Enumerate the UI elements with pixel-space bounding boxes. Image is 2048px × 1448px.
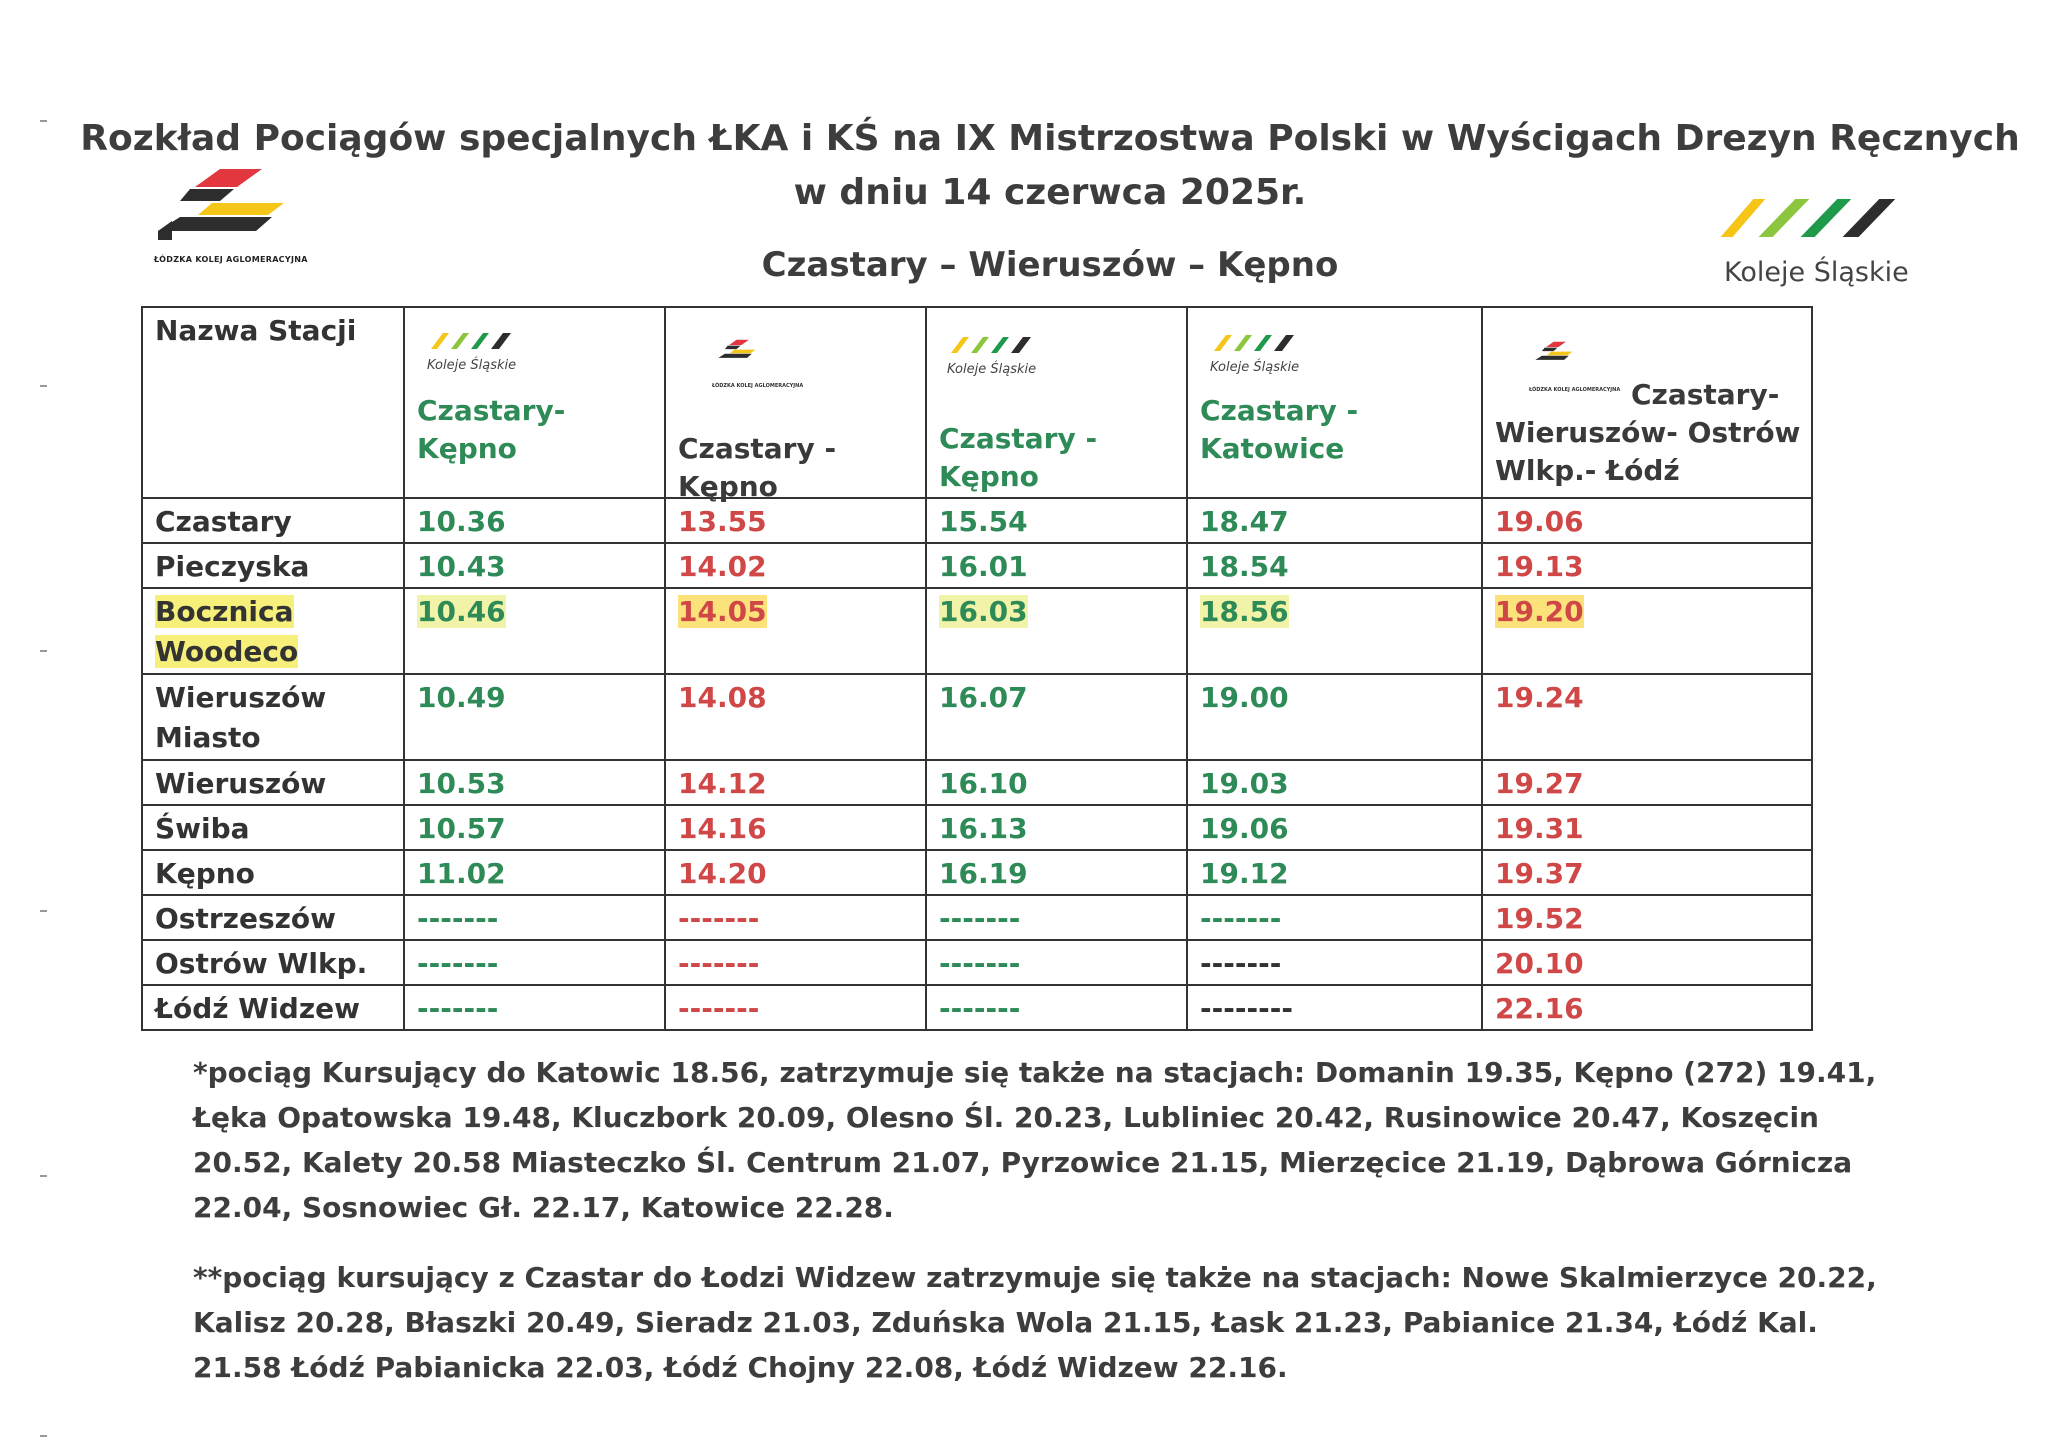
time-cell: 19.00 [1187,674,1482,760]
time-cell: ------- [404,940,665,985]
time-cell: 11.02 [404,850,665,895]
page-subtitle-date: w dniu 14 czerwca 2025r. [793,172,1307,213]
time-cell: 19.37 [1482,850,1812,895]
train-route: Czastary- Wieruszów- Ostrów Wlkp.- Łódź [1495,378,1801,487]
operator-label: Koleje Śląskie [1210,360,1300,375]
time-cell: 18.56 [1187,588,1482,674]
ks-mini-logo [427,324,517,373]
time-cell: ------- [665,940,926,985]
time-cell: 19.06 [1187,805,1482,850]
lka-logo-icon [1533,339,1577,367]
station-name: Kępno [142,850,404,895]
table-row [142,895,1812,940]
time-cell: -------- [1187,985,1482,1030]
station-name: Wieruszów Miasto [142,674,404,760]
time-cell: ------- [665,985,926,1030]
footnote-lodz: **pociąg kursujący z Czastar do Łodzi Widzew zatrzymuje się także na stacjach: Nowe Skalmierzyce 20.22, Kalisz 20.28, Błaszki 20.49, Sieradz 21.03, Zduńska Wola 21.15, Łask 21.23, Pabianice 21.34, Łódź Kal. 21.58 Łódź Pabianicka 22.03, Łódź Chojny 22.08, Łódź Widzew 22.16. [193,1261,1877,1384]
time-cell: 16.10 [926,760,1187,805]
ks-mini-logo [947,328,1037,377]
scan-mark [40,1175,47,1177]
ks-mini-logo [1210,326,1300,375]
time-cell: ------- [404,895,665,940]
lka-logo-caption: ŁÓDZKA KOLEJ AGLOMERACYJNA [154,255,308,264]
scan-mark [40,385,47,387]
time-cell: 10.49 [404,674,665,760]
time-cell: 10.43 [404,543,665,588]
lka-logo-icon [716,337,760,365]
time-cell: ------- [1187,940,1482,985]
time-cell: 13.55 [665,498,926,543]
time-cell: 19.24 [1482,674,1812,760]
time-cell: 16.03 [926,588,1187,674]
train-route: Czastary - Katowice [1200,394,1359,465]
time-cell: 16.01 [926,543,1187,588]
time-cell: 19.52 [1482,895,1812,940]
station-column-header: Nazwa Stacji [142,307,404,498]
time-cell: 16.19 [926,850,1187,895]
time-cell: 19.13 [1482,543,1812,588]
table-row [142,498,1812,543]
time-cell: 18.47 [1187,498,1482,543]
table-row [142,850,1812,895]
operator-label: ŁÓDZKA KOLEJ AGLOMERACYJNA [1529,387,1621,393]
time-cell: 19.27 [1482,760,1812,805]
time-cell: ------- [1187,895,1482,940]
time-cell: ------- [926,940,1187,985]
train-route: Czastary - Kępno [939,422,1098,493]
train-column-header [404,307,665,498]
station-name: Wieruszów [142,760,404,805]
time-cell: 14.02 [665,543,926,588]
train-route: Czastary- Kępno [417,394,566,465]
time-cell: ------- [665,895,926,940]
station-name: Świba [142,805,404,850]
time-cell: 15.54 [926,498,1187,543]
footnote-katowice: *pociąg Kursujący do Katowic 18.56, zatrzymuje się także na stacjach: Domanin 19.35, Kępno (272) 19.41, Łęka Opatowska 19.48, Kluczbork 20.09, Olesno Śl. 20.23, Lubliniec 20.42, Rusinowice 20.47, Koszęcin 20.52, Kalety 20.58 Miasteczko Śl. Centrum 21.07, Pyrzowice 21.15, Mierzęcice 21.19, Dąbrowa Górnicza 22.04, Sosnowiec Gł. 22.17, Katowice 22.28. [193,1056,1877,1224]
time-cell: 19.31 [1482,805,1812,850]
time-cell: 19.03 [1187,760,1482,805]
station-name: Ostrów Wlkp. [142,940,404,985]
operator-label: ŁÓDZKA KOLEJ AGLOMERACYJNA [712,383,804,389]
table-row [142,940,1812,985]
time-cell: 14.12 [665,760,926,805]
time-cell: 16.13 [926,805,1187,850]
time-cell: 14.16 [665,805,926,850]
station-name: Łódź Widzew [142,985,404,1030]
table-row-highlighted [142,588,1812,674]
time-cell: 14.05 [665,588,926,674]
time-cell: 19.06 [1482,498,1812,543]
scan-mark [40,1435,47,1437]
scan-mark [40,650,47,652]
operator-label: Koleje Śląskie [947,362,1037,377]
table-row [142,985,1812,1030]
time-cell: 18.54 [1187,543,1482,588]
time-cell: 10.57 [404,805,665,850]
scan-mark [40,910,47,912]
time-cell: ------- [926,985,1187,1030]
table-row [142,760,1812,805]
time-cell: 19.12 [1187,850,1482,895]
operator-label: Koleje Śląskie [427,358,517,373]
train-column-header [926,307,1187,498]
time-cell: 16.07 [926,674,1187,760]
station-name: Czastary [142,498,404,543]
route-title: Czastary – Wieruszów – Kępno [761,245,1339,285]
time-cell: 10.36 [404,498,665,543]
table-header-row [142,307,1812,498]
station-name: Pieczyska [142,543,404,588]
train-column-header [1482,307,1812,498]
train-column-header [665,307,926,503]
page-title: Rozkład Pociągów specjalnych ŁKA i KŚ na IX Mistrzostwa Polski w Wyścigach Drezyn Ręcznych [80,118,2020,159]
table-row [142,805,1812,850]
station-name: Ostrzeszów [142,895,404,940]
time-cell: 14.08 [665,674,926,760]
train-column-header [1187,307,1482,498]
train-route: Czastary - Kępno [678,432,837,503]
time-cell: 22.16 [1482,985,1812,1030]
table-row [142,674,1812,760]
time-cell: ------- [926,895,1187,940]
station-name: Bocznica Woodeco [142,588,404,674]
ks-logo-caption: Koleje Śląskie [1724,257,1909,288]
lka-mini-logo [712,336,804,389]
time-cell: ------- [404,985,665,1030]
time-cell: 14.20 [665,850,926,895]
timetable [141,306,1813,1031]
time-cell: 20.10 [1482,940,1812,985]
table-row [142,543,1812,588]
lka-mini-logo [1529,338,1621,393]
time-cell: 19.20 [1482,588,1812,674]
time-cell: 10.46 [404,588,665,674]
time-cell: 10.53 [404,760,665,805]
